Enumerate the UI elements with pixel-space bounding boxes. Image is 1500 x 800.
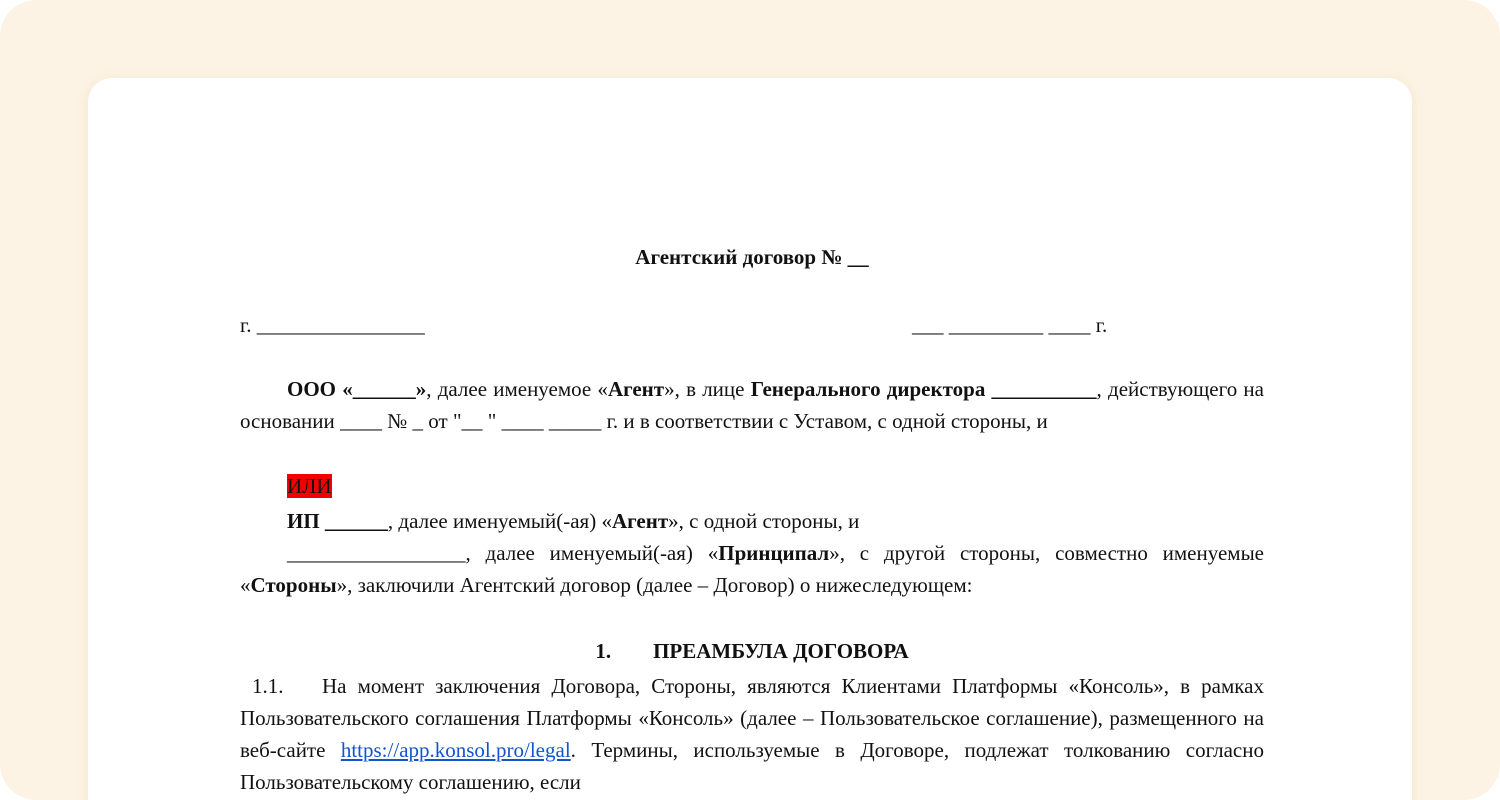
agent-org-blank: «______»: [342, 377, 427, 401]
clause-1-1-text-2: . Термины, используемые в Договоре, подлежат толкованию согласно Пользовательскому соглашению, если: [240, 738, 1264, 794]
agent-text-1: , далее именуемое «: [426, 377, 608, 401]
section-1-title: ПРЕАМБУЛА ДОГОВОРА: [653, 639, 909, 663]
clause-1-1-text-1: На момент заключения Договора, Стороны, являются Клиентами Платформы «Консоль», в рамках Пользовательского соглашения Платформы «Консоль» (далее – Пользовательское соглашение), размещенного на веб-сайте: [240, 674, 1264, 762]
clause-1-1: [240, 670, 1264, 798]
clause-1-1-number: 1.1.: [252, 674, 284, 698]
ip-role: Агент: [611, 509, 669, 533]
principal-text-3: », заключили Агентский договор (далее – Договор) о нижеследующем:: [336, 573, 973, 597]
principal-role: Принципал: [718, 541, 830, 565]
agent-role: Агент: [607, 377, 665, 401]
section-1-number: 1.: [595, 639, 612, 663]
agent-text-3: , действующего на основании ____ № _ от "__ " ____ _____ г. и в соответствии с Уставом, с одной стороны, и: [240, 377, 1264, 433]
or-highlight: ИЛИ: [287, 474, 332, 498]
ip-text-2: », с одной стороны, и: [668, 509, 860, 533]
principal-paragraph: [240, 537, 1264, 601]
agent-text-2: », в лице: [664, 377, 751, 401]
or-line: [240, 470, 1264, 502]
legal-link[interactable]: https://app.konsol.pro/legal: [340, 738, 571, 762]
city-line: г. ________________: [240, 313, 425, 337]
agent-ooo-paragraph: [240, 373, 1264, 437]
principal-text-2: », с другой стороны, совместно именуемые «: [240, 541, 1264, 597]
ip-text-1: , далее именуемый(-ая) «: [387, 509, 612, 533]
agent-ip-paragraph: [240, 505, 1264, 537]
principal-text-1: _________________, далее именуемый(-ая) «: [287, 541, 719, 565]
document-title: Агентский договор № __: [635, 245, 869, 269]
agent-org: ООО: [287, 377, 337, 401]
parties-label: Стороны: [250, 573, 337, 597]
agent-position: Генерального директора __________: [750, 377, 1097, 401]
ip-org: ИП ______: [287, 509, 388, 533]
date-line: ___ _________ ____ г.: [912, 313, 1108, 337]
section-1-heading: [240, 635, 1264, 667]
